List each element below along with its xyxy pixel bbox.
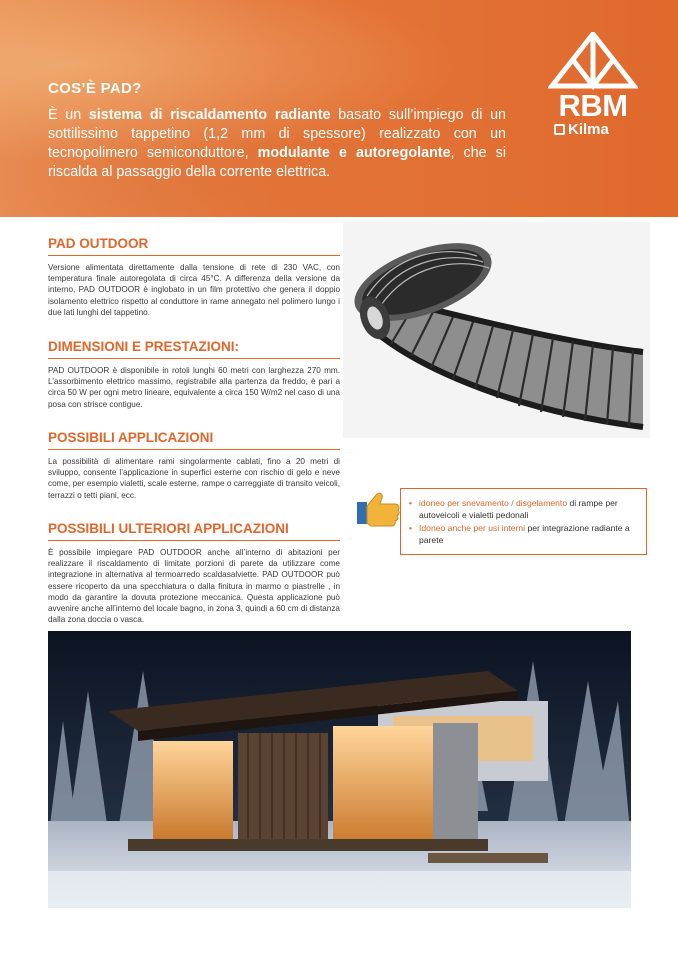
- section-body: La possibilità di alimentare rami singolarmente cablati, fino a 20 metri di sviluppo, consente l’applicazione in superfici esterne con rischio di gelo e neve come, per esempio vialetti, scale esterne, rampe o carreggiate di transito veicoli, terrazzi o tetti piani, ecc.: [48, 457, 340, 500]
- section-ulteriori-applicazioni: [48, 521, 340, 625]
- callout-item: • Idoneo anche per usi interni per integrazione radiante a parete: [409, 523, 630, 545]
- section-applicazioni: [48, 430, 340, 501]
- hero-intro: È un sistema di riscaldamento radiante basato sull’impiego di un sottilissimo tappetino (1,2 mm di spessore) realizzato con un tecnopolimero semiconduttore, modulante e autoregolante, che si riscalda al passaggio della corrente elettrica.: [48, 107, 506, 180]
- winter-house-photo: [48, 631, 631, 908]
- section-body: Versione alimentata direttamente dalla tensione di rete di 230 VAC, con temperatura finale autoregolata di circa 45°C. A differenza della versione da interno, PAD OUTDOOR è inglobato in un film protettivo che genera il doppio isolamento elettrico rispetto al conduttore in rame annegato nel polimero lungo i due lati lunghi del tappetino.: [48, 263, 340, 317]
- logo-brand: RBM: [558, 88, 628, 123]
- section-title: PAD OUTDOOR: [48, 236, 340, 256]
- section-title: POSSIBILI APPLICAZIONI: [48, 430, 340, 450]
- callout-box: [400, 488, 647, 555]
- section-dimensioni: [48, 339, 340, 410]
- callout-item: • idoneo per snevamento / disgelamento di rampe per autoveicoli e vialetti pedonali: [409, 498, 618, 520]
- section-body: PAD OUTDOOR è disponibile in rotoli lunghi 60 metri con larghezza 270 mm. L’assorbimento elettrico massimo, registrabile alla partenza da freddo, è pari a circa 50 W per ogni metro lineare, equivalente a circa 150 W/m2 nel caso di una posa con strisce contigue.: [48, 366, 340, 409]
- rbm-kilma-logo: [548, 32, 638, 142]
- section-title: DIMENSIONI E PRESTAZIONI:: [48, 339, 340, 359]
- pad-roll-image: [343, 222, 650, 438]
- section-body: È possibile impiegare PAD OUTDOOR anche all’interno di abitazioni per realizzare il riscaldamento di limitate porzioni di parete da utilizzare come integrazione in alternativa al termoarredo scaldasalviette. PAD OUTDOOR può essere ricoperto da una specchiatura o dalla finitura in marmo o piastrelle , in modo da garantire la dovuta protezione meccanica. Questa applicazione può avvenire anche all’interno del locale bagno, in zona 3, quindi a 60 cm di distanza dalla zona doccia o vasca.: [48, 548, 340, 625]
- kilma-mark-icon: [554, 124, 565, 135]
- hero-title: COS’È PAD?: [48, 80, 142, 97]
- hero-banner: [0, 0, 678, 217]
- section-pad-outdoor: [48, 236, 340, 318]
- thumbs-up-icon: [357, 492, 401, 528]
- logo-sub: Kilma: [554, 121, 638, 138]
- section-title: POSSIBILI ULTERIORI APPLICAZIONI: [48, 521, 340, 541]
- rbm-triangle-logo-icon: [548, 32, 638, 90]
